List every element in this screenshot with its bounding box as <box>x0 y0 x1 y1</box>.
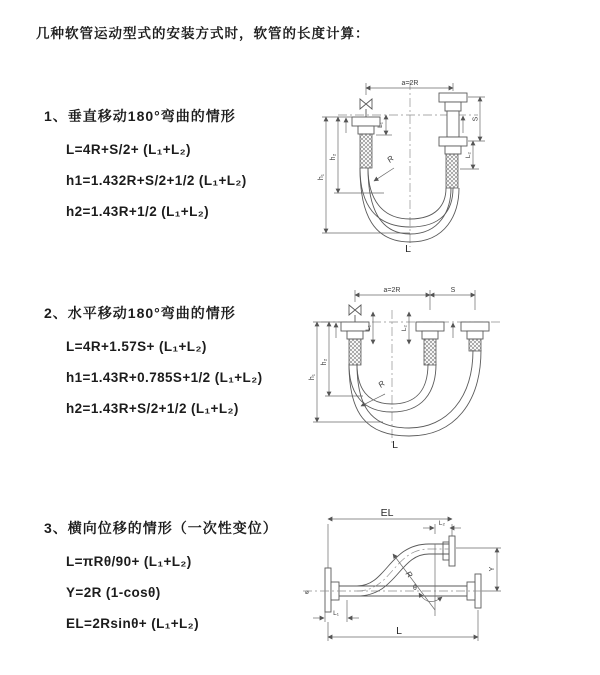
dim-el <box>328 507 452 568</box>
dim-label-l2: L₂ <box>465 151 472 159</box>
valve-icon <box>360 99 372 117</box>
dim-s <box>468 97 485 141</box>
dim-label-el: EL <box>380 507 394 519</box>
dim-label-h1: h₁ <box>318 173 325 181</box>
page-title: 几种软管运动型式的安装方式时，软管的长度计算： <box>36 26 370 41</box>
dim-label-l2: L₂ <box>401 324 408 332</box>
dim-label-h1: h₁ <box>309 373 316 381</box>
upper-flange <box>443 536 455 566</box>
formula-el: EL=2Rsinθ+ (L₁+L₂) <box>66 616 199 631</box>
hose-curves <box>349 350 481 436</box>
dim-label-a2r: a=2R <box>401 80 419 87</box>
section-horizontal-movement <box>44 303 262 416</box>
formula-h1: h1=1.432R+S/2+1/2 (L₁+L₂) <box>66 173 247 188</box>
dim-label-l-bottom: L <box>392 439 398 451</box>
formula-h1: h1=1.43R+0.785S+1/2 (L₁+L₂) <box>66 370 263 385</box>
diagram-lateral-displacement <box>295 498 595 653</box>
dim-label-l1: L₁ <box>365 325 372 331</box>
section-2-heading: 2、水平移动180°弯曲的情形 <box>44 305 236 321</box>
section-3-heading: 3、横向位移的情形（一次性变位） <box>44 520 278 536</box>
dim-label-theta: θ <box>413 585 417 592</box>
right-fitting <box>439 93 467 188</box>
dim-h1 <box>309 322 383 422</box>
left-flange <box>325 568 339 612</box>
formula-l: L=πRθ/90+ (L₁+L₂) <box>66 554 192 569</box>
dim-label-h2: h₂ <box>321 358 328 366</box>
formula-h2: h2=1.43R+S/2+1/2 (L₁+L₂) <box>66 401 239 416</box>
dim-label-s: S <box>472 116 480 122</box>
dim-label-l2: L₂ <box>438 520 446 527</box>
angle-construction <box>393 544 442 616</box>
right-fitting <box>461 322 489 351</box>
dim-l1 <box>313 600 359 622</box>
section-vertical-movement <box>44 106 247 219</box>
section-1-heading: 1、垂直移动180°弯曲的情形 <box>44 108 236 124</box>
hose-curves <box>360 168 459 242</box>
dim-label-l-bottom: L <box>405 243 411 255</box>
dim-label-l1: L₁ <box>377 122 384 128</box>
section-lateral-displacement <box>44 518 278 631</box>
dim-label-r: R <box>376 378 387 390</box>
dim-label-s: S <box>450 287 456 294</box>
formula-y: Y=2R (1-cosθ) <box>66 585 161 600</box>
formula-l: L=4R+1.57S+ (L₁+L₂) <box>66 339 207 354</box>
dim-a2r-s <box>355 287 475 310</box>
diagram-horizontal-180-bend <box>303 282 595 457</box>
dim-label-y: Y <box>489 566 496 572</box>
left-fitting <box>352 117 380 168</box>
middle-fitting <box>416 322 444 365</box>
dim-h2 <box>322 117 384 193</box>
radius-callout <box>374 154 396 181</box>
dim-l2 <box>401 312 409 344</box>
diagram-vertical-180-bend <box>310 75 595 255</box>
formula-l: L=4R+S/2+ (L₁+L₂) <box>66 142 191 157</box>
dim-l2 <box>423 520 461 534</box>
dim-label-l1: L₁ <box>333 610 339 617</box>
dim-label-h2: h₂ <box>330 153 337 161</box>
valve-icon <box>349 305 361 322</box>
dim-label-r: R <box>403 569 415 580</box>
dim-l <box>328 610 478 641</box>
dim-label-a2r: a=2R <box>383 287 401 294</box>
dim-l1 <box>365 312 373 344</box>
formula-h2: h2=1.43R+1/2 (L₁+L₂) <box>66 204 210 219</box>
dim-label-r: R <box>385 153 396 165</box>
centerline-mark: ø <box>305 589 309 596</box>
dim-label-l: L <box>396 625 402 637</box>
